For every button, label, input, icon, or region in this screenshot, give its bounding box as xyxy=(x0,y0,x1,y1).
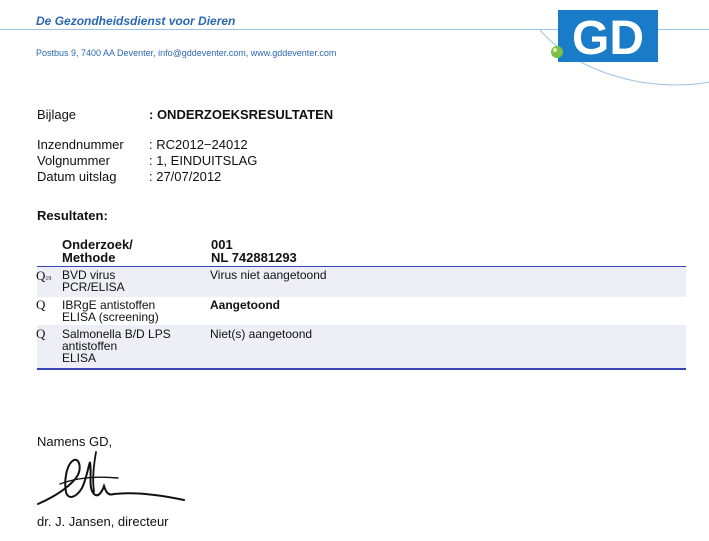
organization-name-prefix: De xyxy=(36,14,52,28)
row-result: Niet(s) aangetoond xyxy=(210,327,313,341)
inzendnummer-value: : RC2012−24012 xyxy=(149,137,248,152)
volgnummer-label: Volgnummer xyxy=(37,153,110,168)
column-header-test xyxy=(62,238,133,264)
row-marker: Q xyxy=(36,326,46,341)
bijlage-value: : ONDERZOEKSRESULTATEN xyxy=(149,107,334,122)
on-behalf-text: Namens GD, xyxy=(37,434,113,449)
row-result: Aangetoond xyxy=(210,298,280,312)
column-header-sample-line1: 001 xyxy=(211,237,233,252)
signer-name: dr. J. Jansen, directeur xyxy=(37,514,169,529)
table-bottom-rule xyxy=(37,368,686,370)
datum-uitslag-label: Datum uitslag xyxy=(37,169,117,184)
organization-address: Postbus 9, 7400 AA Deventer, info@gddeventer.com, www.gddeventer.com xyxy=(36,48,337,58)
gd-logo xyxy=(548,8,668,88)
results-heading: Resultaten: xyxy=(37,208,108,223)
row-test-name: BVD virus PCR/ELISA xyxy=(62,268,125,294)
organization-name xyxy=(36,14,235,28)
volgnummer-value: : 1, EINDUITSLAG xyxy=(149,153,258,168)
row-result: Virus niet aangetoond xyxy=(210,268,327,282)
column-header-sample-line2: NL 742881293 xyxy=(211,250,297,265)
column-header-test-line1: Onderzoek/ xyxy=(62,237,133,252)
inzendnummer-label: Inzendnummer xyxy=(37,137,124,152)
row-test-name: Salmonella B/D LPS antistoffen ELISA xyxy=(62,327,171,365)
row-marker: Q xyxy=(36,297,46,312)
bijlage-label: Bijlage xyxy=(37,107,77,122)
datum-uitslag-value: : 27/07/2012 xyxy=(149,169,222,184)
column-header-sample xyxy=(211,238,297,264)
row-test-name: IBRgE antistoffen ELISA (screening) xyxy=(62,298,159,324)
column-header-test-line2: Methode xyxy=(62,250,116,265)
row-marker: Q19 xyxy=(36,268,52,283)
organization-name-rest: Gezondheidsdienst voor Dieren xyxy=(54,14,236,28)
gd-logo-text: GD xyxy=(572,12,644,65)
handwritten-signature xyxy=(36,448,196,508)
table-row xyxy=(37,267,686,297)
